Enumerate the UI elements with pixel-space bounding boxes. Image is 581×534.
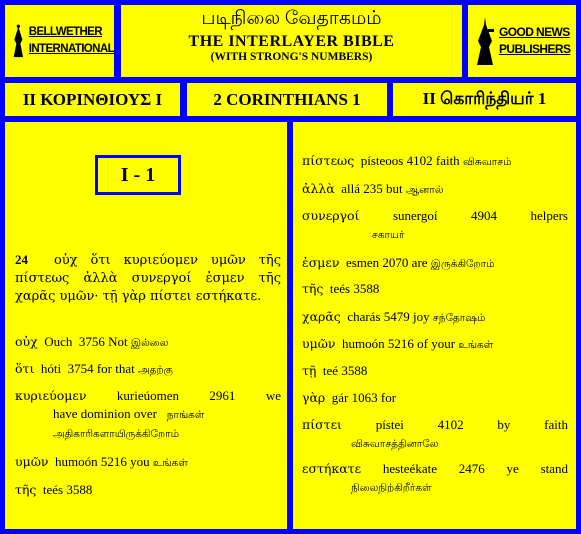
word-entry [302, 389, 568, 407]
entry-translit: písteoos [360, 153, 404, 168]
entry-tamil: விசுவாசம் [462, 156, 512, 168]
word-entry [302, 460, 568, 497]
entry-strong-number: 4102 [406, 153, 433, 168]
logo-right-line1: GOOD NEWS [499, 25, 570, 39]
entry-tamil: உங்கள் [458, 339, 494, 351]
entry-greek: ὅτι [15, 361, 35, 376]
entry-english: for [380, 390, 397, 405]
right-panel [293, 122, 576, 529]
word-entry [302, 207, 568, 244]
entry-english: Not [108, 334, 128, 349]
entry-english: helpers [530, 208, 568, 223]
word-entry [302, 254, 568, 273]
entry-greek: υμῶν [302, 336, 336, 351]
title-main: THE INTERLAYER BIBLE [188, 33, 395, 50]
entry-strong-number: 1063 [351, 390, 378, 405]
entry-translit: pístei [375, 417, 404, 432]
word-entry [302, 152, 568, 171]
entry-translit: sunergoí [392, 208, 438, 223]
entry-tamil: உங்கள் [152, 457, 188, 469]
entry-greek: τῇ [302, 363, 317, 378]
entry-english: you [130, 454, 150, 469]
entry-greek: ἐσμεν [302, 255, 340, 270]
bellwether-logo-icon [11, 15, 26, 67]
reference-greek: II ΚΟΡΙΝΘΙΟΥΣ Ι [22, 89, 163, 109]
entry-strong-number: 4102 [437, 417, 464, 432]
entry-tamil: சந்தோஷம் [432, 312, 486, 324]
verse-text [15, 251, 281, 306]
word-entry: κυριεύομεν kurieúomen 2961 we have dominion over நாங்கள் அதிகாரிகளாயிருக்கிறோம் [15, 387, 281, 443]
bellwether-logo [5, 5, 114, 77]
entry-strong-number: 4904 [470, 208, 497, 223]
entry-translit: humoón [342, 336, 385, 351]
word-entry [302, 308, 568, 327]
word-entry [15, 481, 281, 499]
entry-greek: υμῶν [15, 454, 49, 469]
verse-greek: οὐχ ὅτι κυριεύομεν υμῶν τῆς πίστεως ἀλλὰ συνεργοί ἐσμεν τῆς χαρᾶς υμῶν· τῇ γὰρ πίστει εστήκατε. [15, 253, 282, 304]
entry-tamil: விசுவாசத்தினாலே [351, 438, 439, 450]
entry-greek: πίστει [302, 417, 342, 432]
entry-tamil: சகாயர் [372, 229, 405, 241]
entry-strong-number: 2961 [209, 388, 236, 403]
entry-english: joy [413, 309, 430, 324]
entry-english: are [411, 255, 428, 270]
entry-strong-number: 235 [363, 181, 383, 196]
entry-tamil: நாங்கள் அதிகாரிகளாயிருக்கிறோம் [53, 409, 205, 440]
word-entry [15, 333, 281, 352]
word-entry [302, 335, 568, 354]
word-entry [302, 362, 568, 380]
entry-greek: χαρᾶς [302, 309, 341, 324]
entry-english: for that [96, 361, 135, 376]
word-entry [15, 360, 281, 379]
entry-strong-number: 2070 [382, 255, 409, 270]
reference-greek-cell [5, 83, 180, 116]
entry-translit: gár [331, 390, 349, 405]
word-entry [302, 180, 568, 199]
entry-translit: teés [42, 482, 64, 497]
entry-translit: hesteékate [382, 461, 437, 476]
entry-english: but [386, 181, 403, 196]
left-panel [5, 122, 287, 529]
entry-greek: οὐχ [15, 334, 38, 349]
entry-greek: τῆς [302, 281, 324, 296]
reference-tamil-cell [393, 83, 576, 116]
entry-strong-number: 2476 [458, 461, 485, 476]
entry-translit: teés [329, 281, 351, 296]
entry-english: ye stand [506, 461, 569, 476]
logo-left-line2: INTERNATIONAL [28, 43, 114, 55]
entry-greek: τῆς [15, 482, 37, 497]
good-news-logo [468, 5, 576, 77]
entry-greek: συνεργοί [302, 208, 360, 223]
entry-translit: allá [341, 181, 360, 196]
verse-number: 24 [15, 252, 28, 267]
entry-translit: kurieúomen [116, 388, 179, 403]
entry-greek: εστήκατε [302, 461, 362, 476]
entry-english: by faith [497, 417, 569, 432]
entry-translit: hóti [40, 361, 62, 376]
entry-strong-number: 3756 [78, 334, 105, 349]
entry-tamil: அதற்கு [137, 364, 173, 376]
word-entry [15, 453, 281, 472]
reference-english: 2 CORINTHIANS 1 [213, 89, 361, 109]
entry-strong-number: 3588 [341, 363, 368, 378]
entry-translit: esmen [345, 255, 380, 270]
entry-strong-number: 3754 [67, 361, 94, 376]
entry-tamil: நிலைநிற்கிறீர்கள் [351, 482, 432, 494]
entry-continuation: have dominion over நாங்கள் அதிகாரிகளாயிருக்கிறோம் [53, 406, 205, 440]
entry-strong-number: 3588 [66, 482, 93, 497]
entry-translit: teé [322, 363, 339, 378]
title-block [121, 5, 462, 77]
entry-strong-number: 3588 [353, 281, 380, 296]
entry-english: faith [435, 153, 460, 168]
reference-english-cell [187, 83, 387, 116]
entry-greek: πίστεως [302, 153, 355, 168]
chapter-label: I - 1 [95, 155, 181, 195]
word-entry [302, 416, 568, 453]
word-entry [302, 280, 568, 298]
entry-strong-number: 5216 [387, 336, 414, 351]
entry-tamil: இருக்கிறோம் [430, 258, 495, 270]
entry-translit: Ouch [44, 334, 73, 349]
entry-greek: κυριεύομεν [15, 388, 87, 403]
good-news-logo-icon [474, 15, 496, 67]
entry-tamil: இல்லை [130, 337, 169, 349]
entry-strong-number: 5479 [383, 309, 410, 324]
entry-greek: γὰρ [302, 390, 326, 405]
entry-english: of your [417, 336, 456, 351]
entry-translit: charás [347, 309, 381, 324]
title-sub: (WITH STRONG'S NUMBERS) [210, 51, 373, 63]
entry-strong-number: 5216 [100, 454, 127, 469]
entry-greek: ἀλλὰ [302, 181, 335, 196]
logo-left-line1: BELLWETHER [28, 26, 102, 38]
reference-tamil: II கொரிந்தியர் 1 [422, 88, 547, 108]
entry-tamil: ஆனால் [405, 184, 444, 196]
entry-translit: humoón [55, 454, 98, 469]
logo-right-line2: PUBLISHERS [499, 42, 571, 56]
title-tamil: படிநிலை வேதாகமம் [201, 8, 382, 29]
